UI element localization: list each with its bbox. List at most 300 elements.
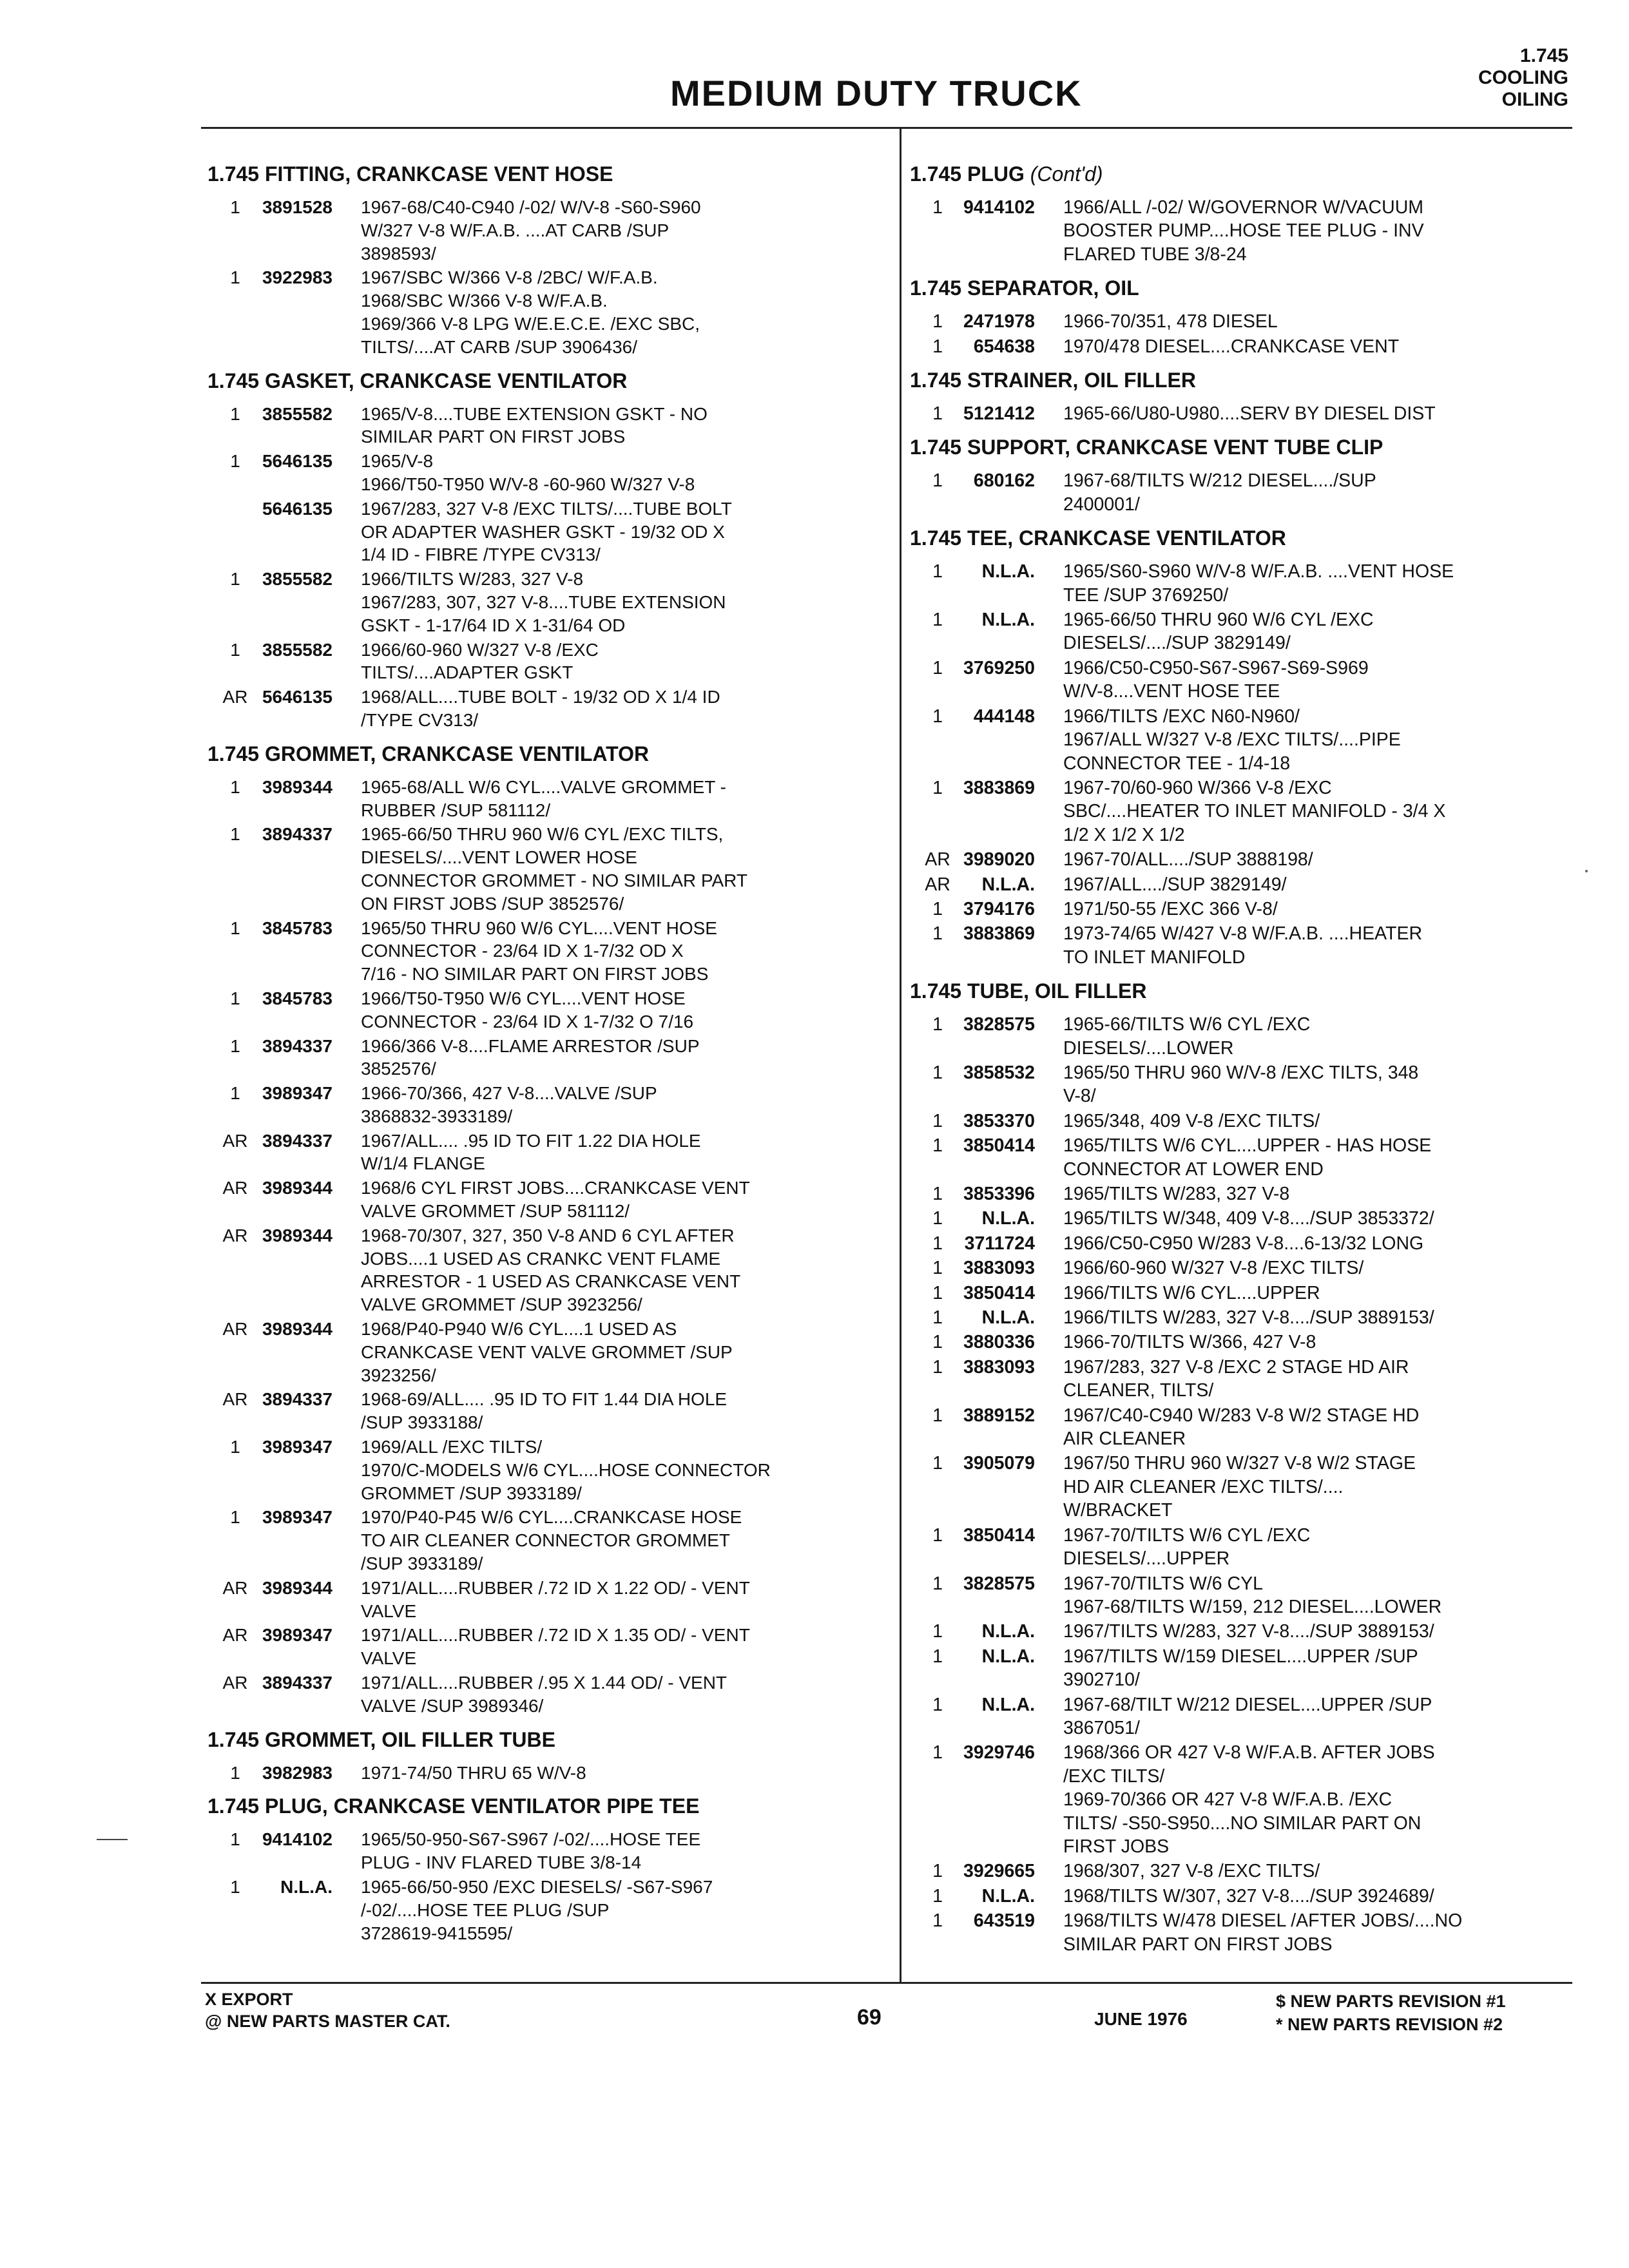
part-entry: [213, 987, 883, 1033]
right-column: [910, 159, 1582, 1965]
entry-part-number: 3769250: [963, 657, 1035, 678]
entry-description: 1967-68/C40-C940 /-02/ W/V-8 -S60-S960 W/327 V-8 W/F.A.B. ....AT CARB /SUP 3898593/: [361, 197, 701, 264]
entry-description: 1966/TILTS /EXC N60-N960/ 1967/ALL W/327 V-8 /EXC TILTS/....PIPE CONNECTOR TEE - 1/4-18: [1063, 706, 1401, 774]
entry-quantity: AR: [925, 849, 950, 870]
part-entry: [213, 403, 883, 449]
revision-2-note: * NEW PARTS REVISION #2: [1276, 2015, 1503, 2034]
entry-part-number: 3845783: [262, 988, 333, 1008]
section-title: [910, 161, 1582, 187]
entry-description: 1967-70/ALL..../SUP 3888198/: [1063, 849, 1313, 870]
part-entry: [915, 1452, 1582, 1522]
parts-section: [207, 161, 883, 359]
entry-quantity: 1: [932, 1258, 943, 1279]
entry-quantity: 1: [230, 918, 240, 938]
entry-quantity: 1: [932, 1573, 943, 1594]
entry-quantity: AR: [222, 1625, 248, 1646]
entry-quantity: 1: [932, 336, 943, 357]
entry-quantity: 1: [230, 824, 240, 845]
part-entry: [915, 1282, 1582, 1305]
part-entry: [915, 1860, 1582, 1883]
entry-description: 1967/C40-C940 W/283 V-8 W/2 STAGE HD AIR CLEANER: [1063, 1405, 1420, 1450]
part-entry: [915, 1182, 1582, 1206]
entry-description: 1967/SBC W/366 V-8 /2BC/ W/F.A.B. 1968/SBC W/366 V-8 W/F.A.B. 1969/366 V-8 LPG W/E.E.C.E. /EXC SBC, TILTS/....AT CARB /SUP 3906436/: [361, 267, 700, 357]
entry-part-number: N.L.A.: [981, 610, 1035, 631]
part-entry: [213, 450, 883, 496]
entry-part-number: 3894337: [262, 1130, 333, 1151]
entry-description: 1965-66/50 THRU 960 W/6 CYL /EXC DIESELS/..../SUP 3829149/: [1063, 610, 1374, 654]
entry-part-number: 3989344: [262, 1225, 333, 1245]
entry-description: 1966/ALL /-02/ W/GOVERNOR W/VACUUM BOOSTER PUMP....HOSE TEE PLUG - INV FLARED TUBE 3/8-24: [1063, 197, 1424, 265]
entry-description: 1965/TILTS W/6 CYL....UPPER - HAS HOSE CONNECTOR AT LOWER END: [1063, 1135, 1432, 1180]
entry-description: 1970/478 DIESEL....CRANKCASE VENT: [1063, 336, 1400, 357]
entry-part-number: 3929746: [963, 1742, 1035, 1763]
section-title-text: 1.745 GROMMET, OIL FILLER TUBE: [207, 1727, 555, 1751]
entry-part-number: 444148: [973, 706, 1035, 727]
part-entry: [213, 686, 883, 732]
part-entry: [213, 196, 883, 265]
section-header: [1478, 45, 1568, 111]
entry-part-number: 3894337: [262, 1389, 333, 1410]
entry-part-number: 5121412: [963, 403, 1035, 425]
parts-section: [207, 368, 883, 732]
entry-part-number: 3894337: [262, 1673, 333, 1693]
section-title-suffix: (Cont'd): [1030, 162, 1103, 186]
part-entry: [213, 1318, 883, 1387]
entry-description: 1965/TILTS W/283, 327 V-8: [1063, 1184, 1290, 1204]
entry-part-number: 3853396: [963, 1184, 1035, 1204]
part-entry: [213, 1624, 883, 1670]
entry-quantity: 1: [932, 923, 943, 945]
entry-description: 1965/TILTS W/348, 409 V-8..../SUP 3853372/: [1063, 1208, 1434, 1229]
part-entry: [915, 1232, 1582, 1255]
part-entry: [213, 497, 883, 566]
footer-legend-right: [1276, 1990, 1506, 2036]
entry-quantity: 1: [230, 451, 240, 472]
section-title-text: 1.745 TEE, CRANKCASE VENTILATOR: [910, 526, 1286, 550]
part-entry: [915, 1620, 1582, 1643]
entry-quantity: 1: [230, 197, 240, 217]
entry-description: 1966/TILTS W/283, 327 V-8..../SUP 3889153/: [1063, 1307, 1434, 1329]
entry-description: 1966/366 V-8....FLAME ARRESTOR /SUP 3852576/: [361, 1035, 700, 1079]
entry-quantity: 1: [932, 1135, 943, 1157]
entry-description: 1966/60-960 W/327 V-8 /EXC TILTS/....ADAPTER GSKT: [361, 639, 599, 683]
entry-quantity: 1: [230, 403, 240, 424]
entry-description: 1967-70/TILTS W/6 CYL 1967-68/TILTS W/159, 212 DIESEL....LOWER: [1063, 1573, 1442, 1617]
entry-quantity: 1: [932, 1453, 943, 1474]
entry-quantity: 1: [932, 610, 943, 631]
entry-quantity: 1: [932, 1646, 943, 1667]
entry-quantity: 1: [932, 1062, 943, 1083]
entry-part-number: N.L.A.: [981, 1208, 1035, 1229]
entry-description: 1967-68/TILT W/212 DIESEL....UPPER /SUP 3867051/: [1063, 1694, 1432, 1738]
revision-1-note: $ NEW PARTS REVISION #1: [1276, 1992, 1506, 2011]
entry-part-number: 3883869: [963, 923, 1035, 945]
part-entry: [915, 1572, 1582, 1619]
entry-part-number: 3855582: [262, 403, 333, 424]
entry-quantity: 1: [230, 267, 240, 288]
section-title: [910, 275, 1582, 301]
entry-description: 1965/V-8....TUBE EXTENSION GSKT - NO SIMILAR PART ON FIRST JOBS: [361, 403, 708, 447]
part-entry: [213, 266, 883, 358]
entry-part-number: 9414102: [963, 197, 1035, 218]
part-entry: [915, 922, 1582, 969]
section-title: [910, 367, 1582, 393]
parts-section: [910, 978, 1582, 1956]
export-note: X EXPORT: [205, 1990, 293, 2009]
entry-description: 1967/50 THRU 960 W/327 V-8 W/2 STAGE HD AIR CLEANER /EXC TILTS/.... W/BRACKET: [1063, 1453, 1416, 1521]
entry-description: 1968/6 CYL FIRST JOBS....CRANKCASE VENT VALVE GROMMET /SUP 581112/: [361, 1178, 750, 1222]
part-entry: [213, 1082, 883, 1128]
entry-description: 1965-66/U80-U980....SERV BY DIESEL DIST: [1063, 403, 1436, 425]
section-title: [207, 161, 883, 187]
part-entry: [915, 1061, 1582, 1108]
entry-quantity: 1: [230, 1083, 240, 1104]
part-entry: [915, 1524, 1582, 1571]
entry-quantity: 1: [932, 1694, 943, 1715]
entry-description: 1965/50 THRU 960 W/V-8 /EXC TILTS, 348 V-8/: [1063, 1062, 1419, 1107]
entry-part-number: N.L.A.: [981, 1307, 1035, 1329]
section-title: [207, 1727, 883, 1753]
parts-section: [910, 367, 1582, 425]
entry-description: 1971-74/50 THRU 65 W/V-8: [361, 1762, 586, 1783]
part-entry: [915, 1693, 1582, 1740]
parts-section: [910, 161, 1582, 266]
entry-description: 1968/TILTS W/478 DIESEL /AFTER JOBS/....NO SIMILAR PART ON FIRST JOBS: [1063, 1910, 1463, 1955]
entry-description: 1971/ALL....RUBBER /.95 X 1.44 OD/ - VENT VALVE /SUP 3989346/: [361, 1673, 728, 1716]
entry-description: 1966/T50-T950 W/6 CYL....VENT HOSE CONNECTOR - 23/64 ID X 1-7/32 O 7/16: [361, 988, 694, 1032]
entry-part-number: N.L.A.: [280, 1877, 333, 1897]
part-entry: [915, 1331, 1582, 1354]
entry-part-number: 3922983: [262, 267, 333, 288]
entry-quantity: 1: [230, 1507, 240, 1528]
entry-quantity: 1: [932, 470, 943, 492]
entry-part-number: 3989344: [262, 1577, 333, 1598]
entry-part-number: 3989344: [262, 1319, 333, 1340]
parts-section: [207, 741, 883, 1718]
section-title-text: 1.745 PLUG, CRANKCASE VENTILATOR PIPE TEE: [207, 1794, 700, 1818]
part-entry: [915, 469, 1582, 516]
entry-part-number: 3850414: [963, 1524, 1035, 1546]
entry-description: 1968/307, 327 V-8 /EXC TILTS/: [1063, 1861, 1320, 1882]
entry-part-number: 3989347: [262, 1083, 333, 1104]
scan-speck: [1585, 870, 1588, 872]
entry-quantity: 1: [932, 1621, 943, 1642]
entry-quantity: AR: [222, 1389, 248, 1410]
publication-date: JUNE 1976: [1094, 2009, 1188, 2029]
entry-description: 1965/50 THRU 960 W/6 CYL....VENT HOSE CONNECTOR - 23/64 ID X 1-7/32 OD X 7/16 - NO SIMILAR PART ON FIRST JOBS: [361, 918, 717, 985]
part-entry: [915, 402, 1582, 425]
master-cat-note: @ NEW PARTS MASTER CAT.: [205, 2012, 450, 2031]
entry-description: 1968-69/ALL.... .95 ID TO FIT 1.44 DIA HOLE /SUP 3933188/: [361, 1389, 728, 1433]
entry-description: 1969/ALL /EXC TILTS/ 1970/C-MODELS W/6 CYL....HOSE CONNECTOR GROMMET /SUP 3933189/: [361, 1437, 771, 1503]
section-title: [910, 434, 1582, 460]
part-entry: [915, 1404, 1582, 1451]
section-title-text: 1.745 GASKET, CRANKCASE VENTILATOR: [207, 369, 628, 392]
entry-description: 1966/TILTS W/283, 327 V-8 1967/283, 307, 327 V-8....TUBE EXTENSION GSKT - 1-17/64 ID X 1-31/64 OD: [361, 569, 726, 635]
entry-part-number: 5646135: [262, 451, 333, 472]
parts-section: [910, 275, 1582, 358]
entry-description: 1967-68/TILTS W/212 DIESEL..../SUP 2400001/: [1063, 470, 1376, 515]
entry-description: 1968/TILTS W/307, 327 V-8..../SUP 3924689/: [1063, 1885, 1434, 1907]
entry-part-number: 680162: [973, 470, 1035, 492]
entry-part-number: 5646135: [262, 498, 333, 519]
entry-quantity: 1: [932, 1910, 943, 1932]
part-entry: [915, 196, 1582, 266]
section-title: [207, 1793, 883, 1819]
entry-part-number: 3889152: [963, 1405, 1035, 1426]
entry-quantity: 1: [932, 1307, 943, 1329]
entry-description: 1966-70/366, 427 V-8....VALVE /SUP 3868832-3933189/: [361, 1083, 657, 1126]
part-entry: [915, 1256, 1582, 1280]
part-entry: [915, 1110, 1582, 1133]
entry-quantity: 1: [932, 403, 943, 425]
entry-quantity: 1: [932, 1356, 943, 1378]
entry-description: 1967/TILTS W/283, 327 V-8..../SUP 3889153/: [1063, 1621, 1434, 1642]
section-title-text: 1.745 TUBE, OIL FILLER: [910, 979, 1147, 1003]
entry-part-number: 3982983: [262, 1762, 333, 1783]
entry-part-number: 3989344: [262, 776, 333, 797]
entry-part-number: 643519: [973, 1910, 1035, 1932]
column-divider: [900, 129, 901, 1983]
entry-part-number: 3853370: [963, 1110, 1035, 1131]
part-entry: [213, 917, 883, 986]
part-entry: [915, 1909, 1582, 1956]
part-entry: [915, 848, 1582, 871]
part-entry: [213, 1762, 883, 1785]
entry-part-number: N.L.A.: [981, 874, 1035, 895]
part-entry: [213, 776, 883, 822]
entry-description: 1967/283, 327 V-8 /EXC 2 STAGE HD AIR CLEANER, TILTS/: [1063, 1356, 1409, 1401]
entry-part-number: 3989347: [262, 1507, 333, 1528]
entry-description: 1966/TILTS W/6 CYL....UPPER: [1063, 1282, 1320, 1303]
entry-part-number: 3858532: [963, 1062, 1035, 1083]
part-entry: [213, 1224, 883, 1316]
section-title-text: 1.745 SUPPORT, CRANKCASE VENT TUBE CLIP: [910, 436, 1383, 459]
part-entry: [915, 705, 1582, 775]
entry-quantity: AR: [222, 1319, 248, 1340]
part-entry: [915, 1885, 1582, 1908]
section-title: [910, 978, 1582, 1004]
entry-description: 1967/283, 327 V-8 /EXC TILTS/....TUBE BOLT OR ADAPTER WASHER GSKT - 19/32 OD X 1/4 ID - FIBRE /TYPE CV313/: [361, 498, 732, 565]
entry-part-number: 3880336: [963, 1332, 1035, 1353]
section-title-text: 1.745 STRAINER, OIL FILLER: [910, 369, 1196, 392]
entry-part-number: 3894337: [262, 824, 333, 845]
entry-part-number: 3850414: [963, 1135, 1035, 1157]
entry-quantity: AR: [222, 1225, 248, 1245]
entry-part-number: 3894337: [262, 1035, 333, 1056]
entry-part-number: N.L.A.: [981, 1885, 1035, 1907]
page-number: 69: [857, 2005, 882, 2030]
category-cooling: COOLING: [1478, 67, 1568, 88]
entry-quantity: 1: [932, 197, 943, 218]
entry-quantity: 1: [230, 776, 240, 797]
entry-quantity: 1: [932, 1184, 943, 1204]
part-entry: [213, 1177, 883, 1223]
entry-description: 1966/C50-C950 W/283 V-8....6-13/32 LONG: [1063, 1233, 1424, 1254]
entry-quantity: 1: [932, 1405, 943, 1426]
left-column: [207, 159, 883, 1954]
entry-description: 1965/S60-S960 W/V-8 W/F.A.B. ....VENT HOSE TEE /SUP 3769250/: [1063, 561, 1454, 606]
part-entry: [213, 1876, 883, 1945]
entry-part-number: 3828575: [963, 1573, 1035, 1594]
entry-part-number: 3989347: [262, 1437, 333, 1457]
entry-description: 1965/50-950-S67-S967 /-02/....HOSE TEE PLUG - INV FLARED TUBE 3/8-14: [361, 1829, 701, 1873]
section-title-text: 1.745 GROMMET, CRANKCASE VENTILATOR: [207, 742, 650, 765]
parts-section: [207, 1727, 883, 1785]
entry-description: 1970/P40-P45 W/6 CYL....CRANKCASE HOSE TO AIR CLEANER CONNECTOR GROMMET /SUP 3933189/: [361, 1507, 742, 1574]
section-title-text: 1.745 SEPARATOR, OIL: [910, 276, 1139, 300]
part-entry: [213, 1828, 883, 1874]
entry-part-number: N.L.A.: [981, 1621, 1035, 1642]
entry-quantity: 1: [230, 639, 240, 660]
entry-quantity: AR: [925, 874, 950, 895]
entry-part-number: 3828575: [963, 1014, 1035, 1035]
entry-quantity: 1: [932, 1332, 943, 1353]
part-entry: [915, 776, 1582, 847]
entry-quantity: 1: [932, 1110, 943, 1131]
entry-quantity: 1: [932, 706, 943, 727]
part-entry: [915, 1134, 1582, 1181]
entry-description: 1966/C50-C950-S67-S967-S69-S969 W/V-8....VENT HOSE TEE: [1063, 657, 1369, 702]
entry-part-number: 3850414: [963, 1282, 1035, 1303]
entry-description: 1965-66/50-950 /EXC DIESELS/ -S67-S967 /-02/....HOSE TEE PLUG /SUP 3728619-9415595/: [361, 1877, 713, 1943]
entry-quantity: AR: [222, 687, 248, 707]
section-title: [910, 525, 1582, 551]
parts-section: [910, 525, 1582, 969]
entry-part-number: 3989347: [262, 1625, 333, 1646]
top-divider: [201, 127, 1572, 129]
entry-description: 1968/ALL....TUBE BOLT - 19/32 OD X 1/4 ID /TYPE CV313/: [361, 687, 720, 730]
part-entry: [915, 560, 1582, 607]
part-entry: [915, 1207, 1582, 1230]
category-oiling: OILING: [1501, 89, 1568, 110]
entry-quantity: 1: [932, 561, 943, 582]
entry-part-number: 3855582: [262, 569, 333, 590]
parts-section: [910, 434, 1582, 516]
bottom-divider: [201, 1982, 1572, 1984]
entry-quantity: 1: [230, 1877, 240, 1897]
entry-description: 1967/TILTS W/159 DIESEL....UPPER /SUP 3902710/: [1063, 1646, 1418, 1691]
entry-part-number: 3891528: [262, 197, 333, 217]
part-entry: [213, 1035, 883, 1081]
entry-part-number: 654638: [973, 336, 1035, 357]
page-title: MEDIUM DUTY TRUCK: [670, 73, 1083, 113]
part-entry: [213, 1436, 883, 1504]
entry-part-number: 3989344: [262, 1178, 333, 1198]
entry-description: 1965-66/TILTS W/6 CYL /EXC DIESELS/....LOWER: [1063, 1014, 1311, 1059]
entry-part-number: 3905079: [963, 1453, 1035, 1474]
entry-description: 1965/V-8 1966/T50-T950 W/V-8 -60-960 W/327 V-8: [361, 451, 695, 494]
entry-quantity: 1: [230, 1829, 240, 1850]
section-title-text: 1.745 FITTING, CRANKCASE VENT HOSE: [207, 162, 613, 186]
part-entry: [915, 898, 1582, 921]
entry-quantity: 1: [230, 569, 240, 590]
entry-description: 1965-66/50 THRU 960 W/6 CYL /EXC TILTS, DIESELS/....VENT LOWER HOSE CONNECTOR GROMMET - NO SIMILAR PART ON FIRST JOBS /SUP 3852576/: [361, 824, 747, 914]
entry-description: 1967/ALL..../SUP 3829149/: [1063, 874, 1287, 895]
entry-quantity: 1: [932, 1861, 943, 1882]
part-entry: [915, 1356, 1582, 1403]
part-entry: [915, 1013, 1582, 1060]
part-entry: [213, 568, 883, 637]
entry-quantity: 1: [230, 988, 240, 1008]
entry-description: 1967-70/60-960 W/366 V-8 /EXC SBC/....HEATER TO INLET MANIFOLD - 3/4 X 1/2 X 1/2 X 1/2: [1063, 777, 1446, 845]
entry-quantity: AR: [222, 1673, 248, 1693]
entry-part-number: 3845783: [262, 918, 333, 938]
part-entry: [213, 1388, 883, 1434]
entry-part-number: 3883869: [963, 777, 1035, 798]
part-entry: [213, 823, 883, 915]
part-entry: [915, 335, 1582, 358]
section-number: 1.745: [1519, 45, 1568, 66]
entry-description: 1968-70/307, 327, 350 V-8 AND 6 CYL AFTER JOBS....1 USED AS CRANKC VENT FLAME ARRESTOR - 1 USED AS CRANKCASE VENT VALVE GROMMET /SUP 3923256/: [361, 1225, 741, 1315]
entry-quantity: [213, 497, 258, 566]
entry-description: 1971/ALL....RUBBER /.72 ID X 1.22 OD/ - VENT VALVE: [361, 1577, 750, 1621]
part-entry: [915, 608, 1582, 655]
entry-part-number: 3711724: [964, 1233, 1035, 1254]
entry-description: 1971/ALL....RUBBER /.72 ID X 1.35 OD/ - VENT VALVE: [361, 1625, 750, 1669]
part-entry: [915, 873, 1582, 896]
part-entry: [915, 1306, 1582, 1329]
entry-part-number: 5646135: [262, 687, 333, 707]
entry-description: 1971/50-55 /EXC 366 V-8/: [1063, 898, 1278, 919]
entry-part-number: 3883093: [963, 1356, 1035, 1378]
entry-description: 1967/ALL.... .95 ID TO FIT 1.22 DIA HOLE W/1/4 FLANGE: [361, 1130, 701, 1174]
entry-description: 1973-74/65 W/427 V-8 W/F.A.B. ....HEATER TO INLET MANIFOLD: [1063, 923, 1423, 968]
part-entry: [915, 1645, 1582, 1692]
entry-quantity: 1: [932, 898, 943, 919]
section-title: [207, 741, 883, 767]
entry-part-number: N.L.A.: [981, 561, 1035, 582]
entry-quantity: 1: [932, 1014, 943, 1035]
entry-quantity: AR: [222, 1178, 248, 1198]
entry-quantity: 1: [230, 1035, 240, 1056]
entry-part-number: 3929665: [963, 1861, 1035, 1882]
entry-quantity: AR: [222, 1130, 248, 1151]
entry-part-number: 3794176: [963, 898, 1035, 919]
parts-section: [207, 1793, 883, 1945]
margin-mark: [97, 1839, 128, 1840]
entry-quantity: 1: [932, 311, 943, 332]
entry-part-number: 3883093: [963, 1258, 1035, 1279]
part-entry: [915, 1741, 1582, 1858]
footer-legend-left: [205, 1988, 450, 2032]
entry-part-number: 9414102: [262, 1829, 333, 1850]
part-entry: [213, 1671, 883, 1718]
entry-part-number: 3855582: [262, 639, 333, 660]
entry-part-number: 2471978: [963, 311, 1035, 332]
entry-quantity: 1: [932, 1524, 943, 1546]
entry-quantity: 1: [932, 777, 943, 798]
part-entry: [213, 1577, 883, 1623]
part-entry: [915, 310, 1582, 333]
part-entry: [213, 1506, 883, 1575]
entry-description: 1968/P40-P940 W/6 CYL....1 USED AS CRANKCASE VENT VALVE GROMMET /SUP 3923256/: [361, 1319, 733, 1385]
entry-quantity: 1: [932, 1742, 943, 1763]
entry-description: 1966-70/351, 478 DIESEL: [1063, 311, 1278, 332]
entry-quantity: 1: [932, 1885, 943, 1907]
entry-quantity: 1: [932, 1282, 943, 1303]
section-title-text: 1.745 PLUG: [910, 162, 1025, 186]
entry-quantity: 1: [932, 1233, 943, 1254]
entry-description: 1968/366 OR 427 V-8 W/F.A.B. AFTER JOBS /EXC TILTS/ 1969-70/366 OR 427 V-8 W/F.A.B. /EXC TILTS/ -S50-S950....NO SIMILAR PART ON FIRST JOBS: [1063, 1742, 1435, 1857]
section-title: [207, 368, 883, 394]
entry-quantity: AR: [222, 1577, 248, 1598]
entry-part-number: 3989020: [963, 849, 1035, 870]
entry-description: 1966/60-960 W/327 V-8 /EXC TILTS/: [1063, 1258, 1364, 1279]
entry-part-number: N.L.A.: [981, 1646, 1035, 1667]
entry-quantity: 1: [230, 1437, 240, 1457]
entry-quantity: 1: [932, 1208, 943, 1229]
